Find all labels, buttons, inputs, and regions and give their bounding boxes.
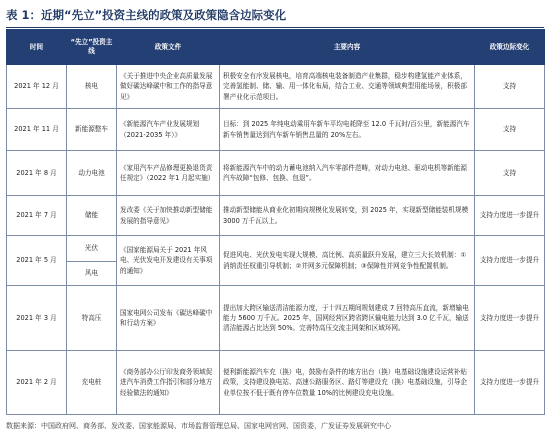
cell-change: 支持力度进一步提升 [475,286,545,351]
cell-line: 核电 [67,65,117,109]
table-row [7,65,545,109]
cell-content: 积极安全有序发展核电，培育高端核电装备制造产业集群，稳步构建氢能产业体系，完善氢能制、储、输、用一体化布局，结合工业、交通等领域典型用能场景，积极部署产业化示范项目。 [220,65,475,109]
header-content: 主要内容 [220,30,475,65]
cell-doc: 《新能源汽车产业发展规划（2021-2035 年）》 [117,109,220,151]
title-divider [6,27,544,28]
cell-line-secondary: 风电 [67,262,117,286]
cell-time: 2021 年 7 月 [7,196,67,236]
cell-content: 目标：到 2025 年纯电动乘用车新车平均电耗降至 12.0 千瓦时/百公里，新能源汽车新车销售量达到汽车新车销售总量的 20%左右。 [220,109,475,151]
cell-line: 动力电池 [67,151,117,196]
table-row [7,151,545,196]
table-row [7,236,545,262]
cell-time: 2021 年 3 月 [7,286,67,351]
cell-content: 推动新型储能从商业化初期向规模化发展转变，到 2025 年，实现新型储能装机规模 3000 万千瓦以上。 [220,196,475,236]
cell-content: 便利新能源汽车充（换）电，鼓励有条件的地方出台（换）电基础设施建设运营补贴政策，支持建设换电站、高速公路服务区、路灯等建设充（换）电基础设施，引导企业单位按不低于既有停车位数量 10%的比例建设充电设施。 [220,351,475,415]
table-row [7,351,545,415]
cell-doc: 国家电网公司发布《碳达峰碳中和行动方案》 [117,286,220,351]
cell-change: 支持力度进一步提升 [475,236,545,286]
header-doc: 政策文件 [117,30,220,65]
cell-doc: 《国家能源局关于 2021 年风电、光伏发电开发建设有关事项的通知》 [117,236,220,286]
cell-line: 储能 [67,196,117,236]
cell-time: 2021 年 11 月 [7,109,67,151]
header-time: 时间 [7,30,67,65]
cell-line: 特高压 [67,286,117,351]
cell-change: 支持力度进一步提升 [475,196,545,236]
table-row [7,286,545,351]
table-title: 表 1：近期“先立”投资主线的政策及政策隐含边际变化 [6,8,287,22]
cell-time: 2021 年 12 月 [7,65,67,109]
cell-doc: 《家用汽车产品修理更换退货责任规定》（2022 年1 月起实施） [117,151,220,196]
cell-line: 新能源整车 [67,109,117,151]
cell-doc: 《商务部办公厅印发商务领域促进汽车消费工作指引和部分地方经验做法的通知》 [117,351,220,415]
cell-content: 促进风电、光伏发电实现大规模、高比例、高质量跃升发展，建立三大长效机制：①消纳责任权重引导机制；②并网多元保障机制；③保障性并网竞争性配置机制。 [220,236,475,286]
cell-change: 支持 [475,109,545,151]
table-header-row [7,30,545,65]
cell-time: 2021 年 8 月 [7,151,67,196]
cell-doc: 《关于推进中央企业高质量发展做好碳达峰碳中和工作的指导意见》 [117,65,220,109]
cell-content: 提出加大跨区输送清洁能源力度，于十四五期间规划建成 7 回特高压直流，新增输电能力 5600 万千瓦。2025 年，国网经营区跨省跨区输电能力达到 3.0 亿千瓦，输送清洁能源占比达到 50%。完善特高压交流主网架和区域环网。 [220,286,475,351]
cell-time: 2021 年 2 月 [7,351,67,415]
cell-doc: 发改委《关于加快推动新型储能发展的指导意见》 [117,196,220,236]
source-note: 数据来源：中国政府网、商务部、发改委、国家能源局、市场监督管理总局、国家电网官网、国资委，广发证券发展研究中心 [6,422,391,430]
table-row [7,109,545,151]
cell-line: 充电桩 [67,351,117,415]
policy-table [6,29,545,415]
header-change: 政策边际变化 [475,30,545,65]
cell-time: 2021 年 5 月 [7,236,67,286]
header-line: “先立”投资主线 [67,30,117,65]
cell-line: 光伏 [67,236,117,262]
cell-change: 支持 [475,65,545,109]
cell-content: 将新能源汽车中的动力蓄电池纳入汽车零部件范畴，对动力电池、驱动电机等新能源汽车故障“包修、包换、包退”。 [220,151,475,196]
cell-change: 支持 [475,151,545,196]
cell-change: 支持力度进一步提升 [475,351,545,415]
table-row [7,196,545,236]
